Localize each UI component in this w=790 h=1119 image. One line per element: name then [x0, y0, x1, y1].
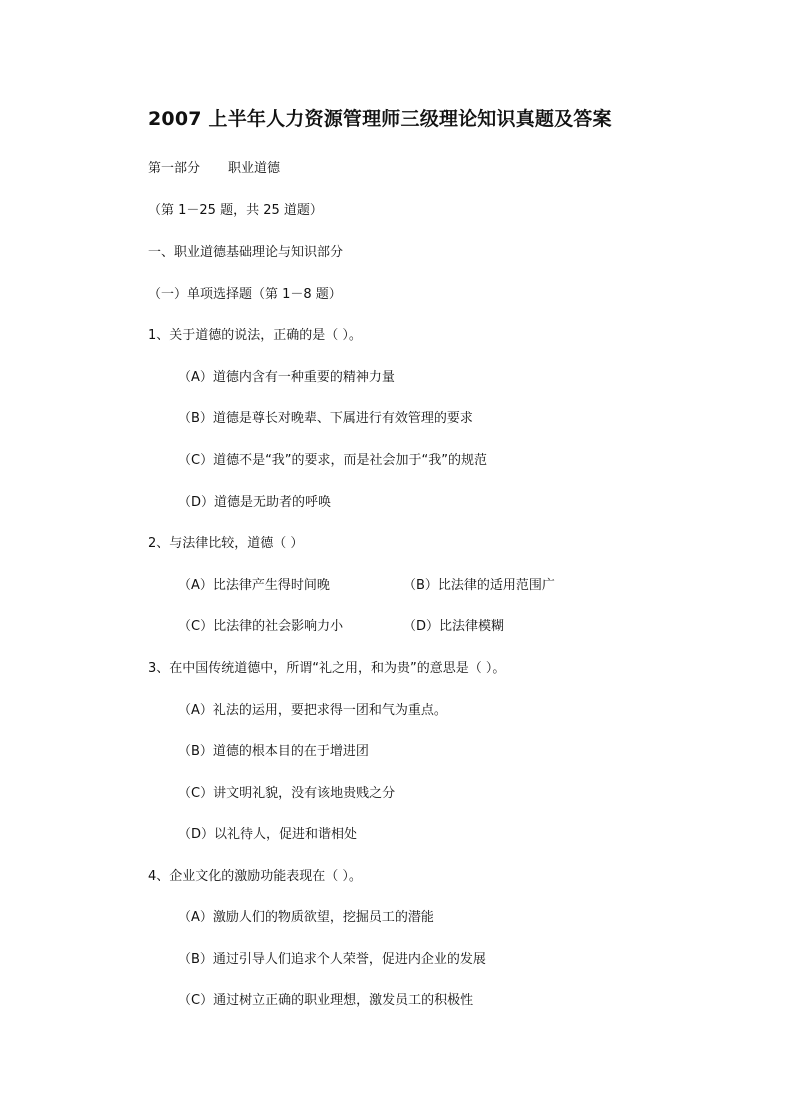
question-3-option-c: （C）讲文明礼貌，没有该地贵贱之分 — [178, 786, 396, 801]
question-4-option-c: （C）通过树立正确的职业理想，激发员工的积极性 — [178, 993, 474, 1008]
question-3-stem: 3、在中国传统道德中，所谓“礼之用，和为贵”的意思是（ ）。 — [148, 661, 506, 676]
part-heading — [148, 160, 280, 178]
question-2-option-c: （C）比法律的社会影响力小 — [178, 619, 344, 634]
part-name: 职业道德 — [228, 161, 281, 176]
subsection-heading: （一）单项选择题（第 1－8 题） — [148, 287, 342, 302]
question-1-stem: 1、关于道德的说法，正确的是（ ）。 — [148, 328, 362, 343]
question-4-option-b: （B）通过引导人们追求个人荣誉，促进内企业的发展 — [178, 952, 486, 967]
question-4-option-a: （A）激励人们的物质欲望，挖掘员工的潜能 — [178, 910, 434, 925]
question-1-option-a: （A）道德内含有一种重要的精神力量 — [178, 370, 395, 385]
question-3-option-a: （A）礼法的运用，要把求得一团和气为重点。 — [178, 703, 447, 718]
question-1-option-d: （D）道德是无助者的呼唤 — [178, 495, 332, 510]
part-label: 第一部分 — [148, 161, 201, 176]
document-title: 2007 上半年人力资源管理师三级理论知识真题及答案 — [148, 108, 612, 130]
question-4-stem: 4、企业文化的激励功能表现在（ ）。 — [148, 869, 362, 884]
question-2-option-a: （A）比法律产生得时间晚 — [178, 578, 330, 593]
section-heading: 一、职业道德基础理论与知识部分 — [148, 245, 344, 260]
range-note: （第 1－25 题，共 25 道题） — [148, 203, 323, 218]
question-2-option-b: （B）比法律的适用范围广 — [403, 578, 555, 593]
question-2-stem: 2、与法律比较，道德（ ） — [148, 536, 304, 551]
question-1-option-b: （B）道德是尊长对晚辈、下属进行有效管理的要求 — [178, 411, 473, 426]
question-3-option-d: （D）以礼待人，促进和谐相处 — [178, 827, 358, 842]
question-1-option-c: （C）道德不是“我”的要求，而是社会加于“我”的规范 — [178, 453, 488, 468]
question-3-option-b: （B）道德的根本目的在于增进团 — [178, 744, 369, 759]
question-2-option-d: （D）比法律模糊 — [403, 619, 505, 634]
